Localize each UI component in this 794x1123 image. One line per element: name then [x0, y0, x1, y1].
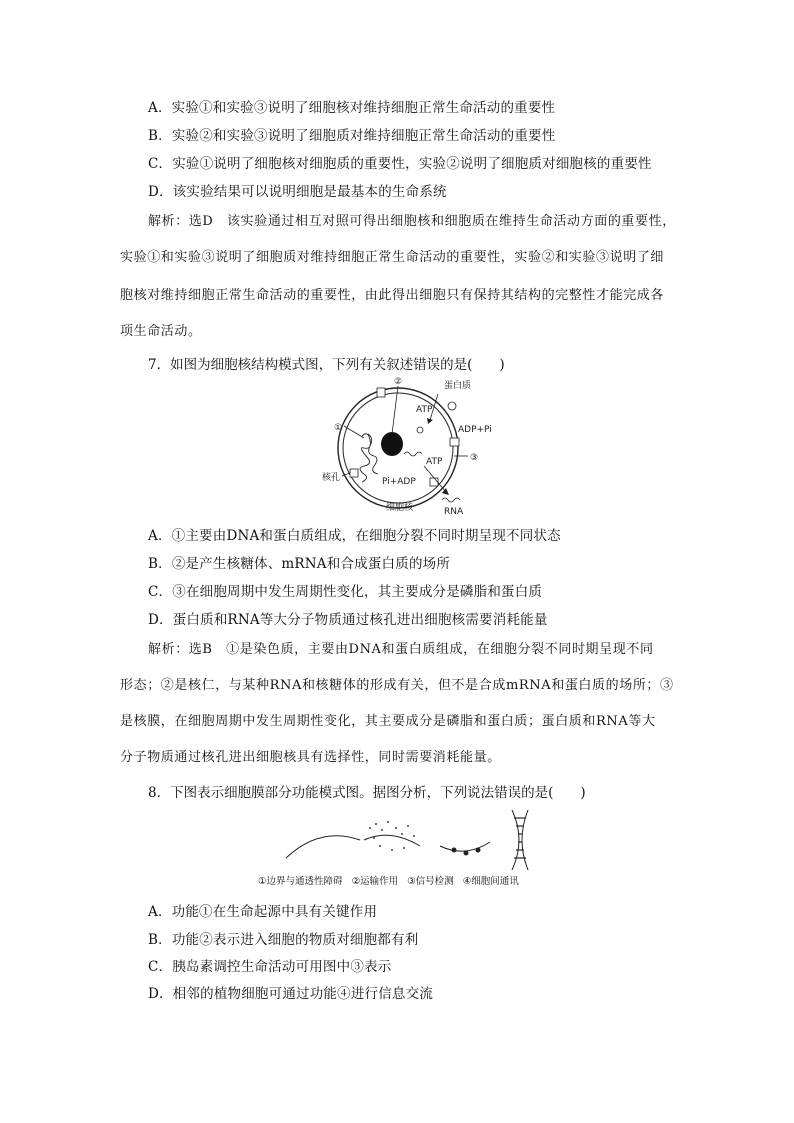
q7-option-c: C．③在细胞周期中发生周期性变化，其主要成分是磷脂和蛋白质	[148, 584, 543, 600]
q6-option-a: A．实验①和实验③说明了细胞核对维持细胞正常生命活动的重要性	[148, 100, 556, 116]
label-nucleus: 细胞核	[386, 503, 414, 513]
membrane-function-figure	[280, 806, 570, 872]
q8-option-a: A．功能①在生命起源中具有关键作用	[148, 904, 378, 920]
nuclear-pore-top	[377, 388, 385, 397]
q7-explanation-line-3: 是核膜，在细胞周期中发生周期性变化，其主要成分是磷脂和蛋白质；蛋白质和RNA等大	[120, 714, 656, 729]
label-pi-adp: Pi+ADP	[382, 477, 416, 487]
label-protein: 蛋白质	[444, 381, 472, 391]
q6-explanation-line-3: 胞核对维持细胞正常生命活动的重要性，由此得出细胞只有保持其结构的完整性才能完成各	[120, 288, 665, 303]
nucleus-structure-figure	[320, 374, 510, 516]
q7-option-a: A．①主要由DNA和蛋白质组成，在细胞分裂不同时期呈现不同状态	[148, 528, 561, 544]
label-2: ②	[394, 377, 403, 387]
label-atp-bottom: ATP	[426, 457, 443, 467]
q6-explanation-line-1: 解析：选D 该实验通过相互对照可得出细胞核和细胞质在维持生命活动方面的重要性，	[148, 214, 676, 229]
q6-explanation-line-4: 项生命活动。	[120, 324, 202, 339]
caption-4: ④细胞间通讯	[462, 876, 519, 887]
q7-explanation-line-2: 形态；②是核仁，与某种RNA和核糖体的形成有关，但不是合成mRNA和蛋白质的场所；③	[120, 678, 674, 693]
pointer-1	[344, 426, 364, 438]
receptor	[476, 848, 481, 853]
q7-option-d: D．蛋白质和RNA等大分子物质通过核孔进出细胞核需要消耗能量	[148, 612, 548, 628]
membrane-boundary	[286, 836, 360, 858]
membrane-communication-right	[522, 810, 528, 870]
receptor	[464, 851, 469, 856]
q7-explanation-line-4: 分子物质通过核孔进出细胞核具有选择性，同时需要消耗能量。	[120, 750, 501, 765]
label-adp-pi: ADP+Pi	[458, 425, 492, 435]
protein-molecule	[417, 427, 423, 433]
nuclear-pore-bottom	[430, 478, 438, 486]
q6-option-b: B．实验②和实验③说明了细胞质对维持细胞正常生命活动的重要性	[148, 128, 556, 144]
membrane-communication-left	[512, 810, 519, 870]
q6-explanation-line-2: 实验①和实验③说明了细胞质对维持细胞正常生命活动的重要性，实验②和实验③说明了细	[120, 250, 665, 265]
label-atp-top: ATP	[416, 405, 433, 415]
receptor	[452, 848, 457, 853]
q8-figure-captions	[258, 873, 525, 887]
label-3: ③	[470, 453, 479, 463]
membrane-transport	[364, 835, 420, 846]
protein-molecule	[448, 402, 456, 410]
nuclear-pore-right	[450, 438, 459, 446]
q8-option-b: B．功能②表示进入细胞的物质对细胞都有利	[148, 932, 419, 948]
caption-2: ②运输作用	[351, 876, 399, 887]
q6-option-c: C．实验①说明了细胞核对细胞质的重要性，实验②说明了细胞质对细胞核的重要性	[148, 156, 652, 172]
nucleolus	[381, 432, 403, 456]
label-1: ①	[334, 423, 343, 433]
q8-option-d: D．相邻的植物细胞可通过功能④进行信息交流	[148, 986, 434, 1002]
q8-option-c: C．胰岛素调控生命活动可用图中③表示	[148, 959, 392, 975]
q7-explanation-line-1: 解析：选B ①是染色质，主要由DNA和蛋白质组成，在细胞分裂不同时期呈现不同	[148, 642, 654, 657]
membrane-signal	[440, 842, 490, 851]
caption-1: ①边界与通透性障碍	[258, 876, 343, 887]
q7-option-b: B．②是产生核糖体、mRNA和合成蛋白质的场所	[148, 556, 451, 572]
caption-3: ③信号检测	[407, 876, 454, 887]
q6-option-d: D．该实验结果可以说明细胞是最基本的生命系统	[148, 184, 447, 200]
rna-molecule	[404, 452, 422, 456]
q8-question: 8．下图表示细胞膜部分功能模式图。据图分析，下列说法错误的是( )	[148, 785, 586, 801]
label-rna: RNA	[444, 507, 464, 516]
chromatin	[360, 434, 378, 482]
q7-question: 7．如图为细胞核结构模式图，下列有关叙述错误的是( )	[148, 357, 505, 373]
rna-molecule-outside	[442, 498, 460, 502]
nuclear-pore-left	[350, 469, 358, 477]
label-nuclear-pore: 核孔	[322, 473, 341, 483]
